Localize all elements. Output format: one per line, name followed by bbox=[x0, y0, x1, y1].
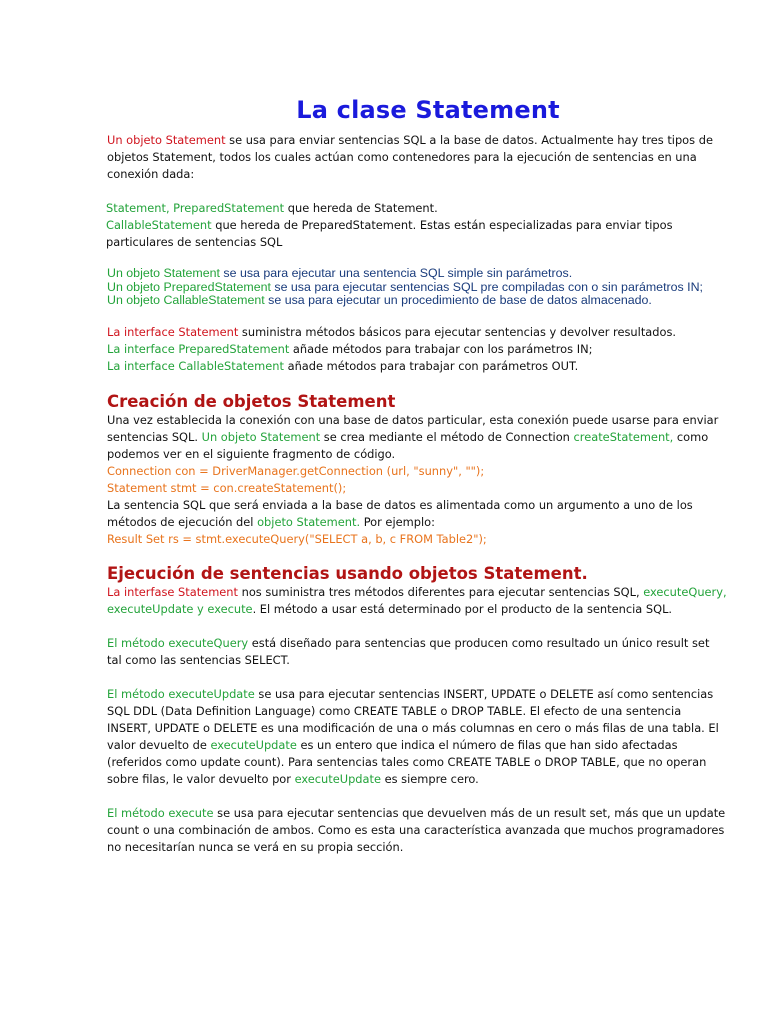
interfaces-c-rest: añade métodos para trabajar con parámetros OUT. bbox=[283, 358, 579, 373]
code-line-1: Connection con = DriverManager.getConnection (url, "sunny", ""); bbox=[107, 463, 485, 478]
intro-paragraph bbox=[107, 132, 727, 183]
ejecucion-p1 bbox=[107, 584, 727, 618]
ejecucion-p1-a: nos suministra tres métodos diferentes para ejecutar sentencias SQL, bbox=[237, 584, 644, 599]
creacion-p1-c: como podemos ver en el siguiente fragmento de código. bbox=[107, 429, 709, 461]
types-l1-rest: que hereda de Statement. bbox=[284, 201, 438, 215]
ejecucion-p4 bbox=[107, 805, 727, 856]
spacer bbox=[107, 548, 727, 564]
spacer bbox=[107, 308, 727, 324]
ejecucion-p3-green1: El método executeUpdate bbox=[107, 686, 255, 701]
interfaces-b-rest: añade métodos para trabajar con los parámetros IN; bbox=[289, 341, 593, 356]
ejecucion-p3-a: se usa para ejecutar sentencias INSERT, UPDATE o DELETE así como sentencias SQL DDL (Data Definition Language) como CREATE TABLE o DROP TABLE. El efecto de una sentencia INSERT, UPDATE o DELETE es una modificación de una o más columnas en cero o más filas de una tabla. El valor devuelto de bbox=[107, 686, 719, 752]
creacion-p2-green: objeto Statement. bbox=[257, 514, 361, 529]
creacion-p2-a: La sentencia SQL que será enviada a la base de datos es alimentada como un argumento a uno de los métodos de ejecución del bbox=[107, 497, 693, 529]
interfaces-a-rest: suministra métodos básicos para ejecutar sentencias y devolver resultados. bbox=[238, 324, 677, 339]
spacer bbox=[107, 618, 727, 635]
ejecucion-p1-b: . El método a usar está determinado por el producto de la sentencia SQL. bbox=[252, 601, 673, 616]
spacer bbox=[107, 669, 727, 686]
interfaces-paragraph bbox=[107, 324, 727, 375]
creacion-p1-green1: Un objeto Statement bbox=[201, 429, 321, 444]
ejecucion-p2-rest: está diseñado para sentencias que producen como resultado un único result set tal como las sentencias SELECT. bbox=[107, 635, 710, 667]
uses-c-green: Un objeto CallableStatement bbox=[107, 293, 265, 307]
document-page bbox=[107, 96, 727, 856]
ejecucion-p2 bbox=[107, 635, 727, 669]
heading-creacion: Creación de objetos Statement bbox=[107, 391, 396, 411]
uses-a-rest: se usa para ejecutar una sentencia SQL simple sin parámetros. bbox=[219, 266, 573, 280]
intro-rest: se usa para enviar sentencias SQL a la base de datos. Actualmente hay tres tipos de objetos Statement, todos los cuales actúan como contenedores para la ejecución de sentencias en una conexión dada: bbox=[107, 133, 713, 181]
ejecucion-p2-green: El método executeQuery bbox=[107, 635, 249, 650]
spacer bbox=[107, 251, 727, 267]
code-line-2: Statement stmt = con.createStatement(); bbox=[107, 480, 347, 495]
spacer bbox=[107, 375, 727, 392]
code-line-3: Result Set rs = stmt.executeQuery("SELECT a, b, c FROM Table2"); bbox=[107, 531, 487, 546]
interfaces-c-green: La interface CallableStatement bbox=[107, 358, 284, 373]
ejecucion-p4-rest: se usa para ejecutar sentencias que devuelven más de un result set, más que un update count o una combinación de ambos. Como es esta una característica avanzada que muchos programadores no necesitarían nunca se verá en su propia sección. bbox=[107, 805, 726, 854]
ejecucion-p4-green: El método execute bbox=[107, 805, 214, 820]
interfaces-b-green: La interface PreparedStatement bbox=[107, 341, 290, 356]
spacer bbox=[107, 183, 727, 200]
ejecucion-p3-green2: executeUpdate bbox=[210, 737, 297, 752]
types-paragraph bbox=[106, 200, 727, 251]
ejecucion-p3-green3: executeUpdate bbox=[294, 771, 381, 786]
ejecucion-p1-green: executeQuery, executeUpdate y execute bbox=[107, 584, 727, 616]
types-l2-rest: que hereda de PreparedStatement. Estas están especializadas para enviar tipos particulares de sentencias SQL bbox=[106, 218, 673, 249]
ejecucion-p1-red: La interfase Statement bbox=[107, 584, 238, 599]
types-l2-green: CallableStatement bbox=[106, 218, 212, 232]
intro-lead: Un objeto Statement bbox=[107, 133, 226, 147]
page-title: La clase Statement bbox=[296, 96, 560, 124]
ejecucion-p3 bbox=[107, 686, 727, 788]
ejecucion-p3-c: es siempre cero. bbox=[381, 771, 479, 786]
heading-ejecucion: Ejecución de sentencias usando objetos Statement. bbox=[107, 563, 588, 583]
uses-paragraph bbox=[107, 267, 727, 308]
uses-b-green: Un objeto PreparedStatement bbox=[107, 279, 271, 294]
creacion-p1-green2: createStatement, bbox=[573, 429, 674, 444]
creacion-paragraph bbox=[107, 412, 727, 548]
spacer bbox=[107, 788, 727, 805]
creacion-p1-b: se crea mediante el método de Connection bbox=[320, 429, 574, 444]
types-l1-green: Statement, PreparedStatement bbox=[106, 201, 285, 215]
creacion-p2-b: Por ejemplo: bbox=[360, 514, 435, 529]
uses-a-green: Un objeto Statement bbox=[107, 266, 220, 280]
interfaces-a-red: La interface Statement bbox=[107, 324, 239, 339]
uses-c-rest: se usa para ejecutar un procedimiento de base de datos almacenado. bbox=[264, 293, 652, 307]
creacion-p1-a: Una vez establecida la conexión con una base de datos particular, esta conexión puede usarse para enviar sentencias SQL. bbox=[107, 412, 719, 444]
uses-b-rest: se usa para ejecutar sentencias SQL pre compiladas con o sin parámetros IN; bbox=[270, 279, 703, 294]
ejecucion-p3-b: es un entero que indica el número de filas que han sido afectadas (referidos como update count). Para sentencias tales como CREATE TABLE o DROP TABLE, que no operan sobre filas, le valor devuelto por bbox=[107, 737, 707, 786]
